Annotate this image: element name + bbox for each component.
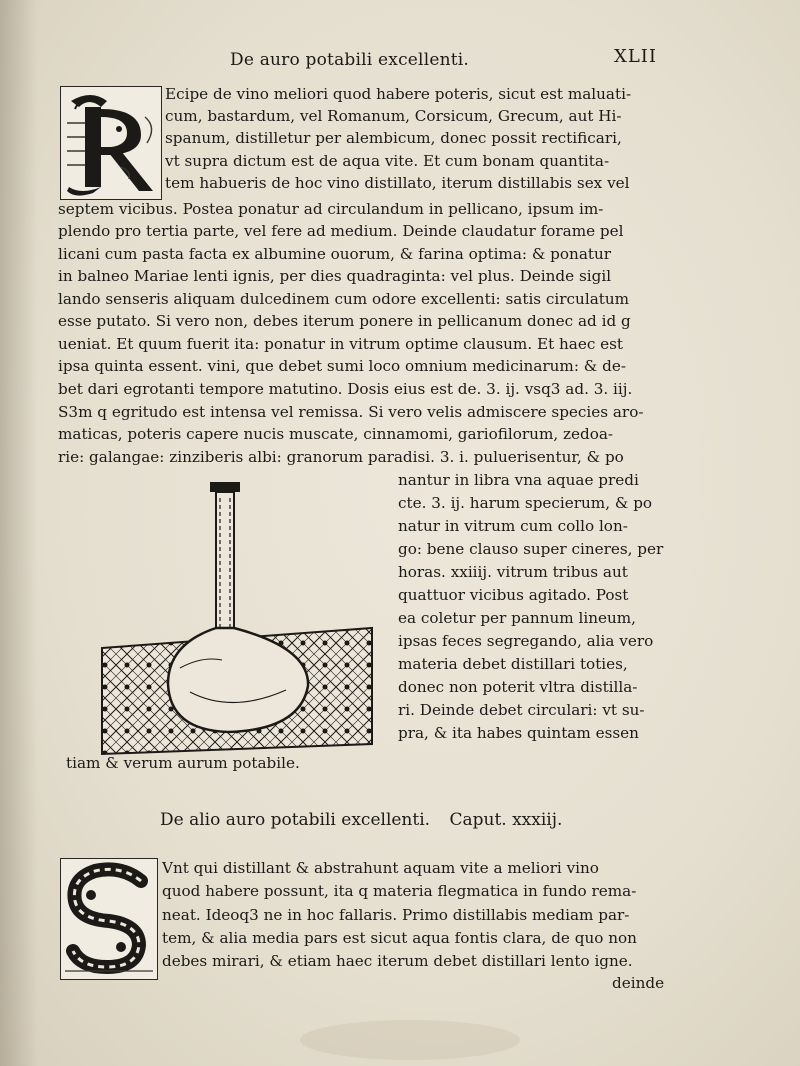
text-line: septem vicibus. Postea ponatur ad circulandum in pellicano, ipsum im-: [58, 200, 604, 218]
running-head: De auro potabili excellenti.: [230, 50, 470, 70]
text-line: spanum, distilletur per alembicum, donec possit rectificari,: [165, 129, 622, 147]
text-line: Ecipe de vino meliori quod habere poteris, sicut est maluati-: [165, 85, 632, 103]
text-line: quattuor vicibus agitado. Post: [398, 586, 629, 604]
text-line: nantur in libra vna aquae predi: [398, 471, 639, 489]
chapter-heading: [160, 810, 576, 830]
text-line: cum, bastardum, vel Romanum, Corsicum, Grecum, aut Hi-: [165, 107, 622, 125]
text-line: donec non poterit vltra distilla-: [398, 678, 638, 696]
text-line: tem, & alia media pars est sicut aqua fontis clara, de quo non: [162, 929, 637, 947]
paper-stain: [300, 1020, 520, 1060]
text-line: lando senseris aliquam dulcedinem cum odore excellenti: satis circulatum: [58, 290, 630, 308]
folio-number: XLII: [614, 46, 657, 67]
text-line: tem habueris de hoc vino distillato, iterum distillabis sex vel: [165, 174, 630, 192]
chapter-number: Caput. xxxiij.: [449, 810, 563, 830]
text-line: vt supra dictum est de aqua vite. Et cum bonam quantita-: [165, 152, 610, 170]
text-line: quod habere possunt, ita q materia flegmatica in fundo rema-: [162, 882, 637, 900]
binding-shadow: [0, 0, 38, 1066]
text-line: debes mirari, & etiam haec iterum debet distillari lento igne.: [162, 952, 633, 970]
chapter-title: De alio auro potabili excellenti.: [160, 810, 431, 830]
text-line: Vnt qui distillant & abstrahunt aquam vite a meliori vino: [162, 859, 599, 877]
flask-in-ash-bath-icon: [72, 478, 402, 756]
text-line: neat. Ideoq3 ne in hoc fallaris. Primo distillabis mediam par-: [162, 906, 630, 924]
closing-line: tiam & verum aurum potabile.: [66, 754, 300, 772]
text-line: cte. 3. ij. harum specierum, & po: [398, 494, 653, 512]
text-line: ueniat. Et quum fuerit ita: ponatur in vitrum optime clausum. Et haec est: [58, 335, 624, 353]
text-line: ipsas feces segregando, alia vero: [398, 632, 654, 650]
text-line: ri. Deinde debet circulari: vt su-: [398, 701, 645, 719]
text-line: natur in vitrum cum collo lon-: [398, 517, 628, 535]
text-line: bet dari egrotanti tempore matutino. Dosis eius est de. 3. ij. vsq3 ad. 3. iij.: [58, 380, 633, 398]
text-line: materia debet distillari toties,: [398, 655, 628, 673]
text-line: in balneo Mariae lenti ignis, per dies quadraginta: vel plus. Deinde sigil: [58, 267, 612, 285]
text-line: ea coletur per pannum lineum,: [398, 609, 636, 627]
text-line: S3m q egritudo est intensa vel remissa. Si vero velis admiscere species aro-: [58, 403, 644, 421]
text-line: rie: galangae: zinziberis albi: granorum paradisi. 3. i. puluerisentur, & po: [58, 448, 624, 466]
text-line: maticas, poteris capere nucis muscate, cinnamomi, gariofilorum, zedoa-: [58, 425, 614, 443]
text-line: horas. xxiiij. vitrum tribus aut: [398, 563, 628, 581]
text-line: plendo pro tertia parte, vel fere ad medium. Deinde claudatur forame pel: [58, 222, 624, 240]
decorated-initial-s: [60, 858, 158, 980]
decorated-initial-r: [60, 86, 162, 200]
woodcut-initial-s-icon: [61, 859, 157, 979]
woodcut-initial-r-icon: [61, 87, 161, 199]
catchword: deinde: [612, 974, 665, 992]
text-line: pra, & ita habes quintam essen: [398, 724, 639, 742]
text-line: esse putato. Si vero non, debes iterum ponere in pellicanum donec ad id g: [58, 312, 631, 330]
text-line: go: bene clauso super cineres, per: [398, 540, 664, 558]
text-line: ipsa quinta essent. vini, que debet sumi loco omnium medicinarum: & de-: [58, 357, 626, 375]
woodcut-flask-illustration: [72, 478, 402, 756]
text-line: licani cum pasta facta ex albumine ouorum, & farina optima: & ponatur: [58, 245, 612, 263]
